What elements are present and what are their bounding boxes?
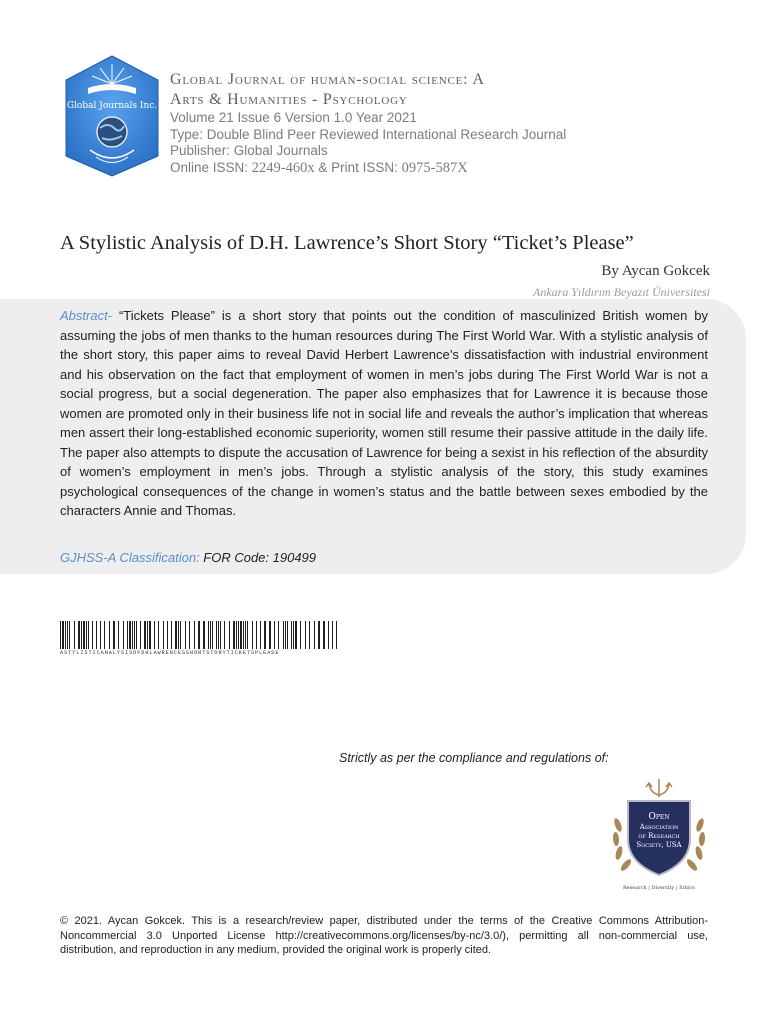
barcode-bar	[256, 621, 257, 649]
journal-name-line1: Global Journal of human-social science: A	[170, 71, 485, 88]
journal-type: Type: Double Blind Peer Reviewed International Research Journal	[170, 126, 567, 142]
barcode-bar	[104, 621, 105, 649]
barcode-bar	[318, 621, 320, 649]
barcode-bar	[86, 621, 87, 649]
barcode-bar	[216, 621, 217, 649]
barcode-bar	[283, 621, 284, 649]
author-affiliation: Ankara Yıldırım Beyazıt Üniversitesi	[533, 285, 710, 299]
barcode-bar	[323, 621, 325, 649]
barcode-bar	[163, 621, 164, 649]
logo-text: Global Journals Inc.	[66, 101, 158, 111]
barcode	[60, 621, 340, 649]
barcode-bar	[129, 621, 131, 649]
barcode-bar	[208, 621, 209, 649]
barcode-bar	[171, 621, 172, 649]
abstract	[60, 306, 708, 521]
barcode-text: ASTYLISTICANALYSISOFDHLAWRENCESSHORTSTORYTICKETSPLEASE	[60, 650, 280, 656]
barcode-bar	[243, 621, 244, 649]
barcode-bar	[220, 621, 221, 649]
seal-line3: of Research	[638, 832, 680, 840]
barcode-bar	[287, 621, 288, 649]
barcode-bar	[245, 621, 246, 649]
barcode-bar	[336, 621, 337, 649]
barcode-bar	[252, 621, 253, 649]
barcode-bar	[305, 621, 306, 649]
barcode-bar	[314, 621, 315, 649]
barcode-bar	[218, 621, 219, 649]
journal-name-line2: Arts & Humanities - Psychology	[170, 91, 408, 108]
paper-title: A Stylistic Analysis of D.H. Lawrence’s Short Story “Ticket’s Please”	[60, 232, 634, 254]
barcode-bar	[264, 621, 266, 649]
barcode-bar	[295, 621, 297, 649]
paper-author: By Aycan Gokcek	[601, 263, 710, 279]
barcode-bar	[175, 621, 177, 649]
barcode-bar	[224, 621, 225, 649]
classification-value: FOR Code: 190499	[199, 550, 317, 565]
license-text: © 2021. Aycan Gokcek. This is a research/review paper, distributed under the terms of the Creative Commons Attribution-Noncommercial 3.0 Unported License http://creativecommons.org/licenses/by-nc/3.0/), permitting all non-commercial use, distribution, and reproduction in any medium, provided the original work is properly cited.	[60, 915, 708, 956]
oars-seal	[606, 775, 712, 893]
barcode-bar	[123, 621, 124, 649]
barcode-bar	[62, 621, 64, 649]
barcode-bar	[328, 621, 329, 649]
barcode-bar	[293, 621, 294, 649]
barcode-bar	[260, 621, 261, 649]
journal-header	[170, 70, 730, 176]
barcode-bar	[269, 621, 271, 649]
seal-line2: Association	[639, 823, 679, 831]
barcode-bar	[96, 621, 97, 649]
barcode-bar	[88, 621, 89, 649]
barcode-bar	[127, 621, 128, 649]
barcode-bar	[189, 621, 190, 649]
barcode-bar	[198, 621, 200, 649]
issn-print-label: & Print ISSN:	[314, 159, 402, 175]
barcode-bar	[238, 621, 239, 649]
barcode-bar	[167, 621, 168, 649]
barcode-bar	[158, 621, 159, 649]
barcode-bar	[178, 621, 179, 649]
barcode-bar	[118, 621, 119, 649]
barcode-bar	[136, 621, 137, 649]
journal-publisher: Publisher: Global Journals	[170, 143, 328, 158]
barcode-bar	[247, 621, 248, 649]
barcode-bar	[236, 621, 237, 649]
seal-motto: Research | Diversity | Ethics	[623, 885, 695, 891]
seal-line1: Open	[648, 812, 670, 822]
globe-book-icon	[62, 54, 162, 178]
barcode-bar	[65, 621, 66, 649]
barcode-bar	[60, 621, 61, 649]
barcode-bar	[113, 621, 115, 649]
barcode-bar	[81, 621, 82, 649]
barcode-bar	[67, 621, 68, 649]
barcode-bar	[154, 621, 155, 649]
barcode-bar	[132, 621, 133, 649]
barcode-bar	[100, 621, 101, 649]
classification	[60, 550, 316, 565]
seal-line4: Society, USA	[636, 841, 682, 849]
barcode-bar	[212, 621, 213, 649]
barcode-bar	[278, 621, 279, 649]
barcode-bar	[309, 621, 310, 649]
barcode-bar	[140, 621, 141, 649]
barcode-bar	[147, 621, 148, 649]
abstract-text: “Tickets Please” is a short story that points out the condition of masculinized British women by assuming the jobs of men thanks to the human resources during The First World War. With a stylistic analysis of the short story, this paper aims to reveal David Herbert Lawrence’s dissatisfaction with industrial environment and his observation on the fact that employment of women in men’s jobs during The First World War is not a social progress, but a social degeneration. The paper also emphasizes that for Lawrence it is because those women are promoted only in their business life not in social life and reveals the author’s implication that whereas men assert their long-established economic superiority, women still resume their passive attitude in the daily life. The paper also attempts to dispute the accusation of Lawrence for being a sexist in his reflection of the absurdity of women’s employment in men’s jobs. Through a stylistic analysis of the story, this study examines psychological consequences of the change in women’s status and the battle between sexes embodied by the characters Annie and Thomas.	[60, 308, 708, 518]
abstract-label: Abstract-	[60, 308, 113, 323]
barcode-bar	[180, 621, 181, 649]
barcode-bar	[240, 621, 242, 649]
barcode-bar	[194, 621, 195, 649]
trident-shield-icon	[606, 775, 712, 893]
barcode-bar	[210, 621, 211, 649]
barcode-bar	[109, 621, 110, 649]
issn-print: 0975-587X	[401, 159, 468, 176]
barcode-bar	[144, 621, 146, 649]
barcode-bar	[78, 621, 80, 649]
barcode-bar	[203, 621, 205, 649]
barcode-bar	[149, 621, 151, 649]
barcode-bar	[285, 621, 286, 649]
barcode-bar	[92, 621, 93, 649]
classification-label: GJHSS-A Classification:	[60, 550, 200, 565]
barcode-bar	[69, 621, 70, 649]
barcode-bar	[74, 621, 75, 649]
issn-online: 2249-460x	[251, 159, 315, 176]
compliance-text: Strictly as per the compliance and regulations of:	[339, 751, 609, 765]
issn-online-label: Online ISSN:	[170, 159, 252, 175]
barcode-bar	[332, 621, 333, 649]
barcode-bar	[134, 621, 135, 649]
barcode-bar	[185, 621, 186, 649]
journal-logo	[62, 54, 162, 178]
barcode-bar	[83, 621, 85, 649]
barcode-bar	[274, 621, 275, 649]
barcode-bar	[300, 621, 301, 649]
journal-issn	[170, 160, 730, 177]
barcode-bar	[229, 621, 230, 649]
barcode-bar	[233, 621, 235, 649]
barcode-bar	[291, 621, 292, 649]
journal-volume: Volume 21 Issue 6 Version 1.0 Year 2021	[170, 110, 417, 125]
